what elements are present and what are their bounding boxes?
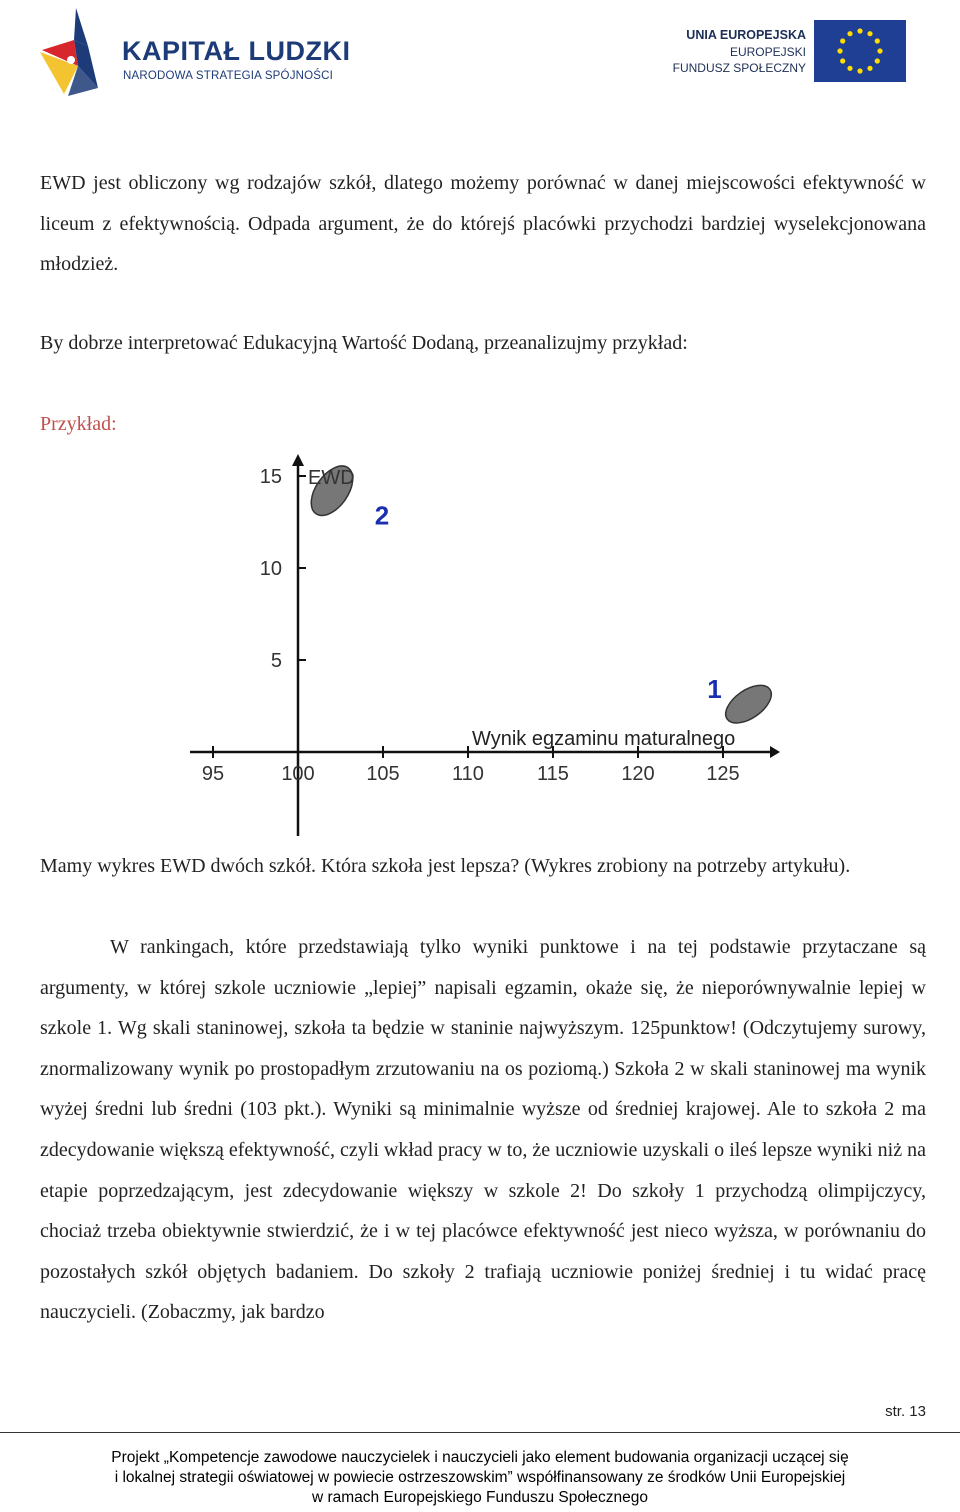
x-axis-label: Wynik egzaminu maturalnego — [472, 728, 736, 750]
x-tick-label: 95 — [201, 763, 225, 785]
paragraph-lead: By dobrze interpretować Edukacyjną Wartość Dodaną, przeanalizujmy przykład: — [40, 332, 688, 354]
eu-logo-line1: UNIA EUROPEJSKA — [686, 28, 806, 42]
eu-logo — [670, 20, 910, 84]
page-number: str. 13 — [885, 1403, 926, 1420]
eu-star-icon — [840, 38, 845, 43]
star-emblem-icon — [38, 6, 118, 98]
footer — [0, 1448, 960, 1508]
x-tick-label: 125 — [706, 763, 740, 785]
paragraph-analysis: W rankingach, które przedstawiają tylko wyniki punktowe i na tej podstawie przytaczane są argumenty, w której szkole uczniowie „lepiej” napisali egzamin, okaże się, że nieporównywalnie lepiej w szkole 1. Wg skali staninowej, szkoła ta będzie w staninie najwyższym. 125punktow! (Odczytujemy surowy, znormalizowany wynik po prostopadłym zrzutowaniu na os poziomą.) Szkoła 2 w skali staninowej ma wynik wyżej średni lub średni (103 pkt.). Wyniki są minimalnie wyższe od średniej krajowej. Ale to szkoła 2 ma zdecydowanie większą efektywność, czyli wkład pracy w to, że uczniowie uzyskali o ileś lepsze wyniki niż na etapie poprzedzającym, jest zdecydowanie większy w szkole 2! Do szkoły 1 przychodzą olimpijczycy, chociaż trzeba obiektywnie stwierdzić, że i w tej placówce efektywność jest nieco wyższa, w porównaniu do pozostałych szkół objętych badaniem. Do szkoły 2 trafiają uczniowie poniżej średniej i tu widać pracę nauczycieli. (Zobaczmy, jak bardzo — [40, 936, 926, 1324]
y-tick-label: 15 — [259, 466, 282, 488]
logo-subtitle: NARODOWA STRATEGIA SPÓJNOŚCI — [123, 70, 334, 82]
y-tick-label: 5 — [270, 650, 282, 672]
eu-star-icon — [847, 31, 852, 36]
example-heading: Przykład: — [40, 413, 117, 435]
footer-line-2: i lokalnej strategii oświatowej w powiecie ostrzeszowskim” współfinansowany ze środków Unii Europejskiej — [114, 1469, 846, 1486]
x-tick-label: 120 — [621, 763, 655, 785]
eu-star-icon — [875, 58, 880, 63]
eu-logo-line2: EUROPEJSKI — [729, 45, 806, 59]
kapital-ludzki-logo — [38, 6, 351, 98]
paragraph-intro: EWD jest obliczony wg rodzajów szkół, dlatego możemy porównać w danej miejscowości efektywność w liceum z efektywnością. Odpada argument, że do którejś placówki przychodzi bardziej wyselekcjonowana młodzież. — [40, 172, 926, 276]
eu-star-icon — [837, 48, 842, 53]
eu-star-icon — [840, 58, 845, 63]
school-1-point — [719, 678, 778, 731]
footer-line-1: Projekt „Kompetencje zawodowe nauczycielek i nauczycieli jako element budowania organizacji uczącej się — [111, 1449, 849, 1466]
y-axis-label: EWD — [308, 467, 355, 489]
y-axis-arrow-icon — [292, 454, 304, 466]
eu-star-icon — [877, 48, 882, 53]
footer-divider — [0, 1432, 960, 1433]
footer-line-3: w ramach Europejskiego Funduszu Społecznego — [311, 1489, 649, 1506]
x-tick-label: 110 — [452, 763, 484, 785]
school-1-label: 1 — [707, 674, 722, 705]
eu-star-icon — [867, 66, 872, 71]
x-tick-label: 115 — [537, 763, 569, 785]
y-tick-label: 10 — [259, 558, 282, 580]
x-axis-arrow-icon — [770, 746, 780, 758]
eu-star-icon — [857, 68, 862, 73]
logo-title: KAPITAŁ LUDZKI — [122, 36, 351, 66]
eu-star-icon — [867, 31, 872, 36]
x-tick-label: 105 — [366, 763, 400, 785]
eu-logo-line3: FUNDUSZ SPOŁECZNY — [672, 61, 806, 75]
paragraph-question: Mamy wykres EWD dwóch szkół. Która szkoła jest lepsza? (Wykres zrobiony na potrzeby artykułu). — [40, 855, 851, 877]
x-tick-label: 100 — [281, 763, 315, 785]
eu-star-icon — [857, 28, 862, 33]
chart-axes — [190, 454, 780, 836]
eu-star-icon — [847, 66, 852, 71]
ewd-chart — [180, 452, 790, 842]
eu-flag-icon — [814, 20, 906, 82]
school-2-label: 2 — [374, 500, 390, 531]
eu-star-icon — [875, 38, 880, 43]
